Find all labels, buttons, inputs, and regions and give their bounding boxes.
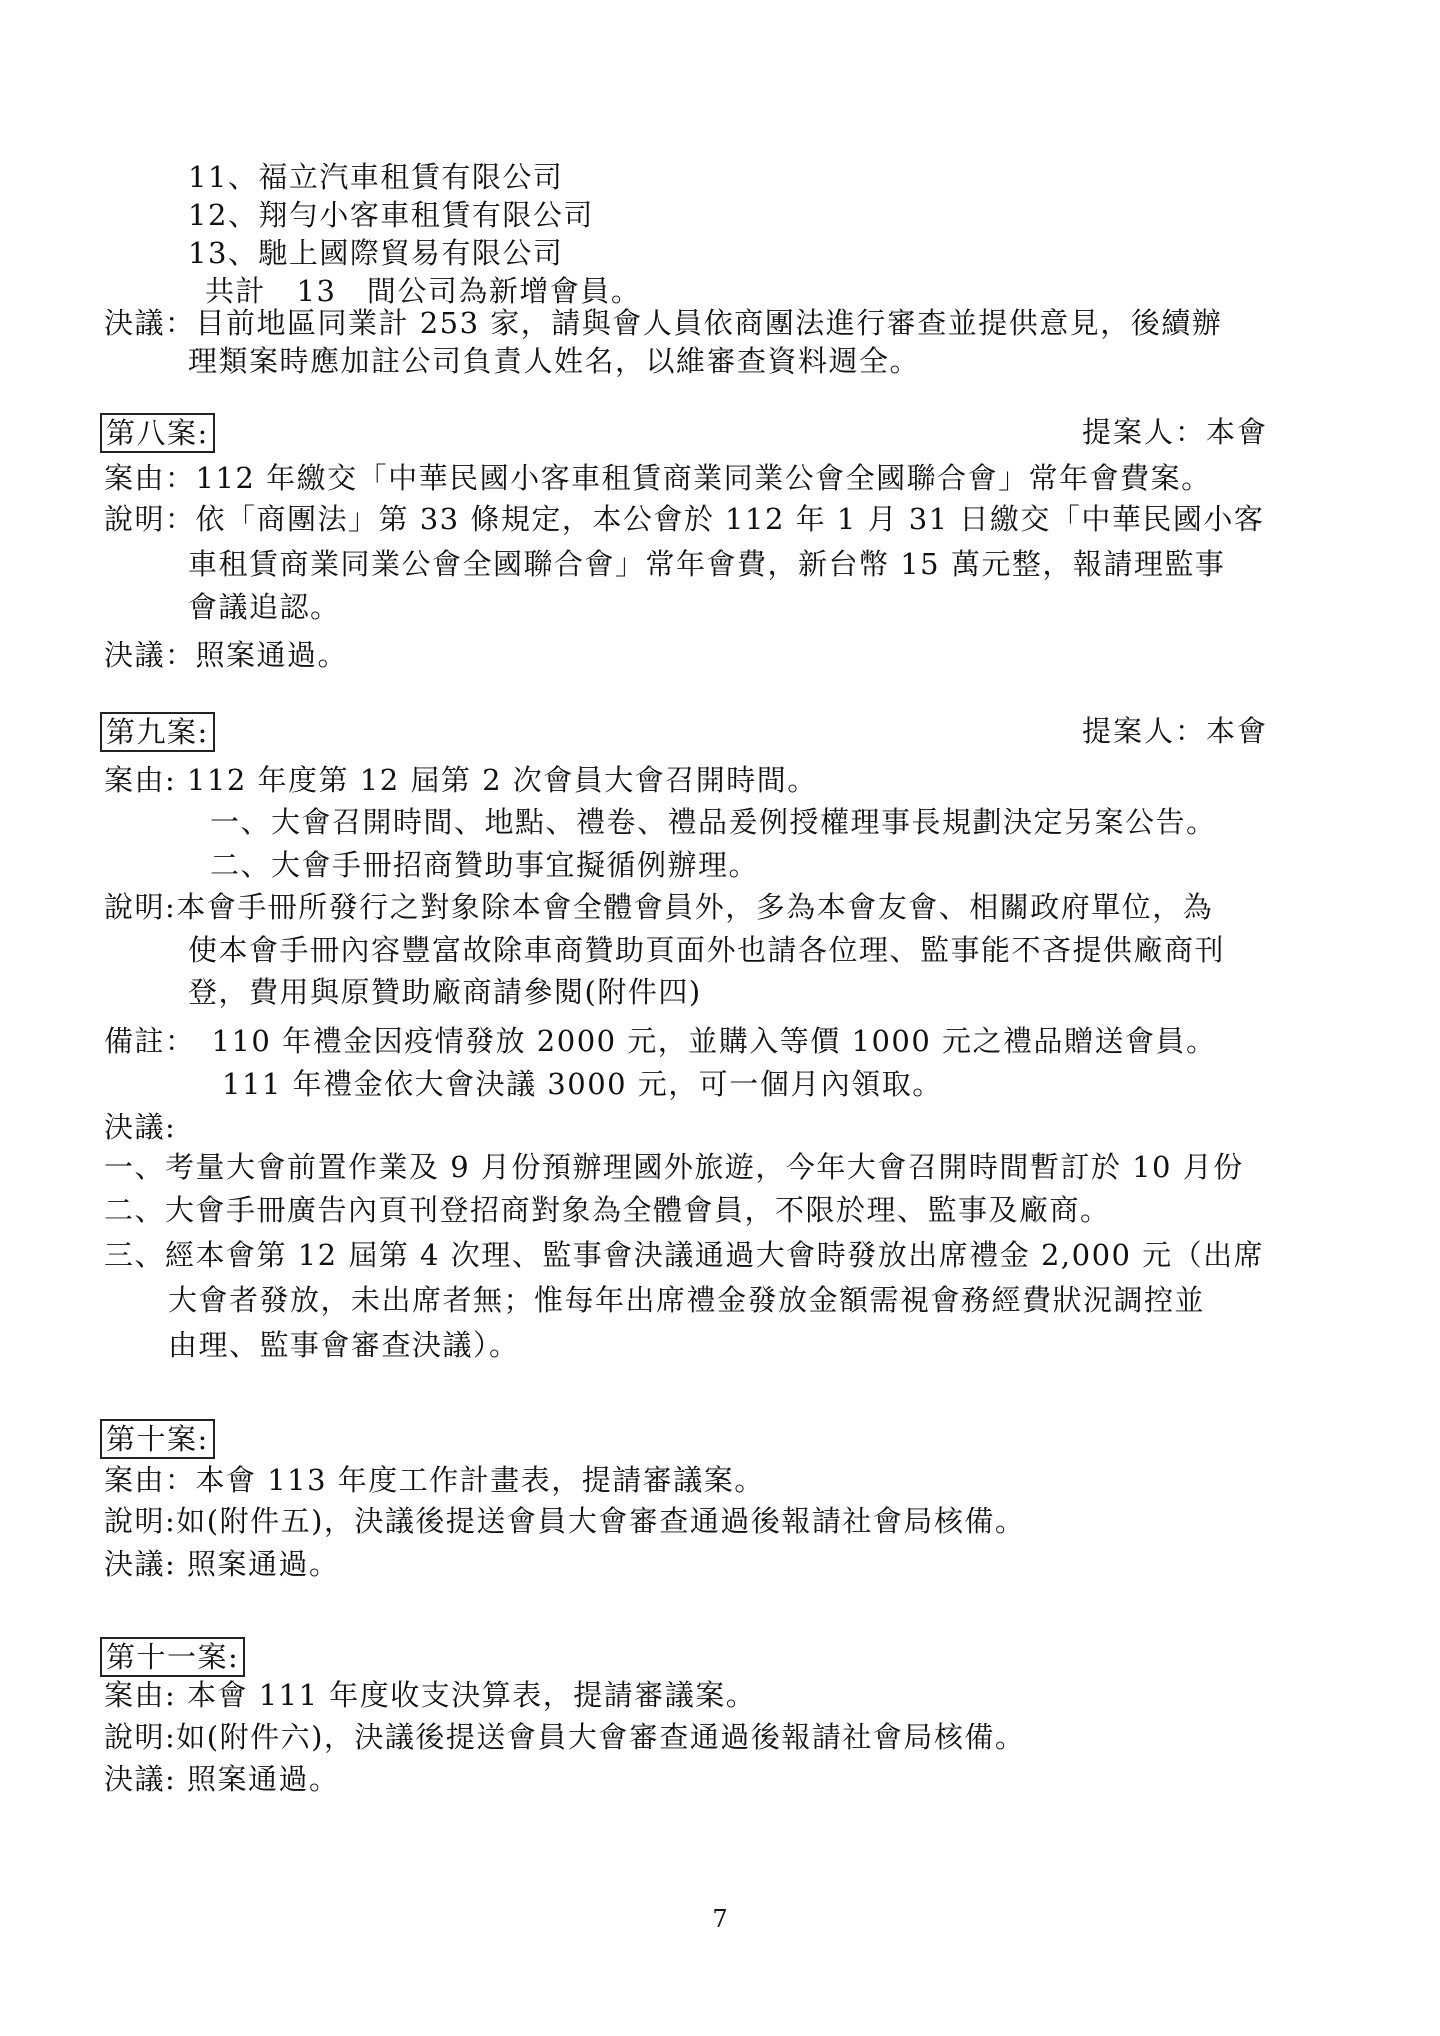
case-11-reason: 案由: 本會 111 年度收支決算表，提請審議案。: [104, 1678, 757, 1712]
case-9-reason-item-1: 一、大會召開時間、地點、禮卷、禮品爰例授權理事長規劃決定另案公告。: [210, 805, 1217, 839]
intro-resolution-line-1: 決議：目前地區同業計 253 家，請與會人員依商團法進行審查並提供意見，後續辦: [104, 306, 1223, 340]
member-item-13: 13、馳上國際貿易有限公司: [188, 236, 564, 270]
case-9-proposer: 提案人：本會: [1082, 714, 1269, 748]
case-9-note-line-2: 111 年禮金依大會決議 3000 元，可一個月內領取。: [222, 1067, 943, 1101]
member-item-11: 11、福立汽車租賃有限公司: [188, 160, 564, 194]
page-number: 7: [712, 1905, 728, 1933]
case-11-resolution: 決議: 照案通過。: [104, 1762, 340, 1796]
member-item-12: 12、翔勻小客車租賃有限公司: [188, 198, 594, 232]
case-8-explain-line-3: 會議追認。: [188, 590, 341, 624]
case-9-reason: 案由: 112 年度第 12 屆第 2 次會員大會召開時間。: [104, 763, 818, 797]
case-10-heading: 第十案:: [100, 1419, 215, 1459]
case-8-resolution: 決議：照案通過。: [104, 638, 349, 672]
case-9-resolution-2: 二、大會手冊廣告內頁刊登招商對象為全體會員，不限於理、監事及廠商。: [104, 1193, 1111, 1227]
case-9-explain-line-3: 登，費用與原贊助廠商請參閱(附件四): [188, 975, 702, 1009]
case-9-explain-line-1: 說明:本會手冊所發行之對象除本會全體會員外，多為本會友會、相關政府單位，為: [104, 890, 1214, 924]
case-8-proposer: 提案人：本會: [1082, 415, 1269, 449]
case-9-resolution-1: 一、考量大會前置作業及 9 月份預辦理國外旅遊，今年大會召開時間暫訂於 10 月份: [104, 1150, 1244, 1184]
case-9-resolution-3-line-2: 大會者發放，未出席者無；惟每年出席禮金發放金額需視會務經費狀況調控並: [168, 1283, 1206, 1317]
case-9-resolution-3-line-3: 由理、監事會審查決議）。: [168, 1328, 520, 1362]
case-9-note-line-1: 備註： 110 年禮金因疫情發放 2000 元，並購入等價 1000 元之禮品贈送會員。: [104, 1024, 1217, 1058]
case-10-resolution: 決議: 照案通過。: [104, 1547, 340, 1581]
case-9-reason-item-2: 二、大會手冊招商贊助事宜擬循例辦理。: [210, 848, 760, 882]
case-8-reason: 案由：112 年繳交「中華民國小客車租賃商業同業公會全國聯合會」常年會費案。: [104, 461, 1212, 495]
case-9-resolution-3-line-1: 三、經本會第 12 屆第 4 次理、監事會決議通過大會時發放出席禮金 2,000 元（出席: [104, 1238, 1265, 1272]
case-8-explain-line-1: 說明：依「商團法」第 33 條規定，本公會於 112 年 1 月 31 日繳交「中華民國小客: [104, 502, 1265, 536]
case-8-explain-line-2: 車租賃商業同業公會全國聯合會」常年會費，新台幣 15 萬元整，報請理監事: [188, 547, 1226, 581]
member-total: 共計 13 間公司為新增會員。: [205, 274, 642, 308]
intro-resolution-line-2: 理類案時應加註公司負責人姓名，以維審查資料週全。: [188, 344, 921, 378]
case-9-explain-line-2: 使本會手冊內容豐富故除車商贊助頁面外也請各位理、監事能不吝提供廠商刊: [188, 933, 1226, 967]
case-8-heading: 第八案:: [100, 413, 215, 453]
case-9-heading: 第九案:: [100, 712, 215, 752]
case-9-resolution-label: 決議:: [104, 1110, 177, 1144]
case-11-explain: 說明:如(附件六)，決議後提送會員大會審查通過後報請社會局核備。: [104, 1720, 1026, 1754]
case-11-heading: 第十一案:: [100, 1637, 245, 1677]
case-10-explain: 說明:如(附件五)，決議後提送會員大會審查通過後報請社會局核備。: [104, 1504, 1026, 1538]
case-10-reason: 案由：本會 113 年度工作計畫表，提請審議案。: [104, 1463, 765, 1497]
